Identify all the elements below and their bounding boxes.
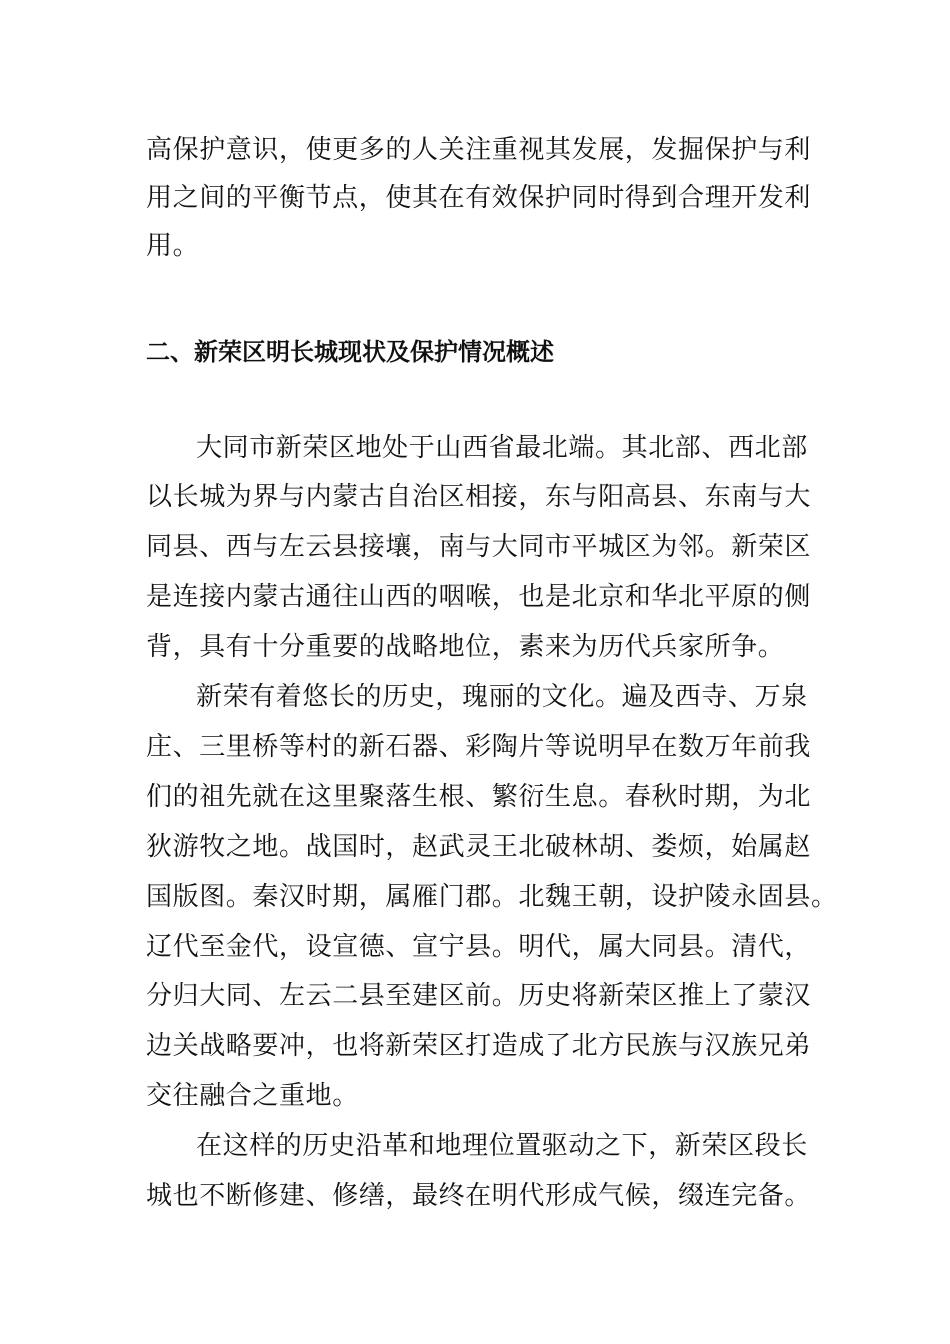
text-line: 庄、三里桥等村的新石器、彩陶片等说明早在数万年前我 xyxy=(146,732,812,762)
text-line: 用之间的平衡节点，使其在有效保护同时得到合理开发利 xyxy=(146,183,812,213)
text-line: 国版图。秦汉时期，属雁门郡。北魏王朝，设护陵永固县。 xyxy=(146,882,838,912)
text-line: 交往融合之重地。 xyxy=(146,1081,359,1111)
text-line: 新荣有着悠长的历史，瑰丽的文化。遍及西寺、万泉 xyxy=(196,682,808,712)
text-line: 同县、西与左云县接壤，南与大同市平城区为邻。新荣区 xyxy=(146,532,812,562)
text-line: 背，具有十分重要的战略地位，素来为历代兵家所争。 xyxy=(146,632,785,662)
text-line: 用。 xyxy=(146,231,200,261)
text-line: 狄游牧之地。战国时，赵武灵王北破林胡、娄烦，始属赵 xyxy=(146,832,812,862)
text-line: 边关战略要冲，也将新荣区打造成了北方民族与汉族兄弟 xyxy=(146,1031,812,1061)
text-line: 是连接内蒙古通往山西的咽喉，也是北京和华北平原的侧 xyxy=(146,582,812,612)
text-line: 们的祖先就在这里聚落生根、繁衍生息。春秋时期，为北 xyxy=(146,782,812,812)
text-line: 在这样的历史沿革和地理位置驱动之下，新荣区段长 xyxy=(196,1131,808,1161)
section-heading: 二、新荣区明长城现状及保护情况概述 xyxy=(146,338,554,366)
text-line: 辽代至金代，设宣德、宣宁县。明代，属大同县。清代， xyxy=(146,932,812,962)
text-line: 高保护意识，使更多的人关注重视其发展，发掘保护与利 xyxy=(146,135,812,165)
text-line: 城也不断修建、修缮，最终在明代形成气候，缀连完备。 xyxy=(146,1181,812,1211)
text-line: 分归大同、左云二县至建区前。历史将新荣区推上了蒙汉 xyxy=(146,981,812,1011)
text-line: 大同市新荣区地处于山西省最北端。其北部、西北部 xyxy=(196,433,808,463)
text-line: 以长城为界与内蒙古自治区相接，东与阳高县、东南与大 xyxy=(146,482,812,512)
